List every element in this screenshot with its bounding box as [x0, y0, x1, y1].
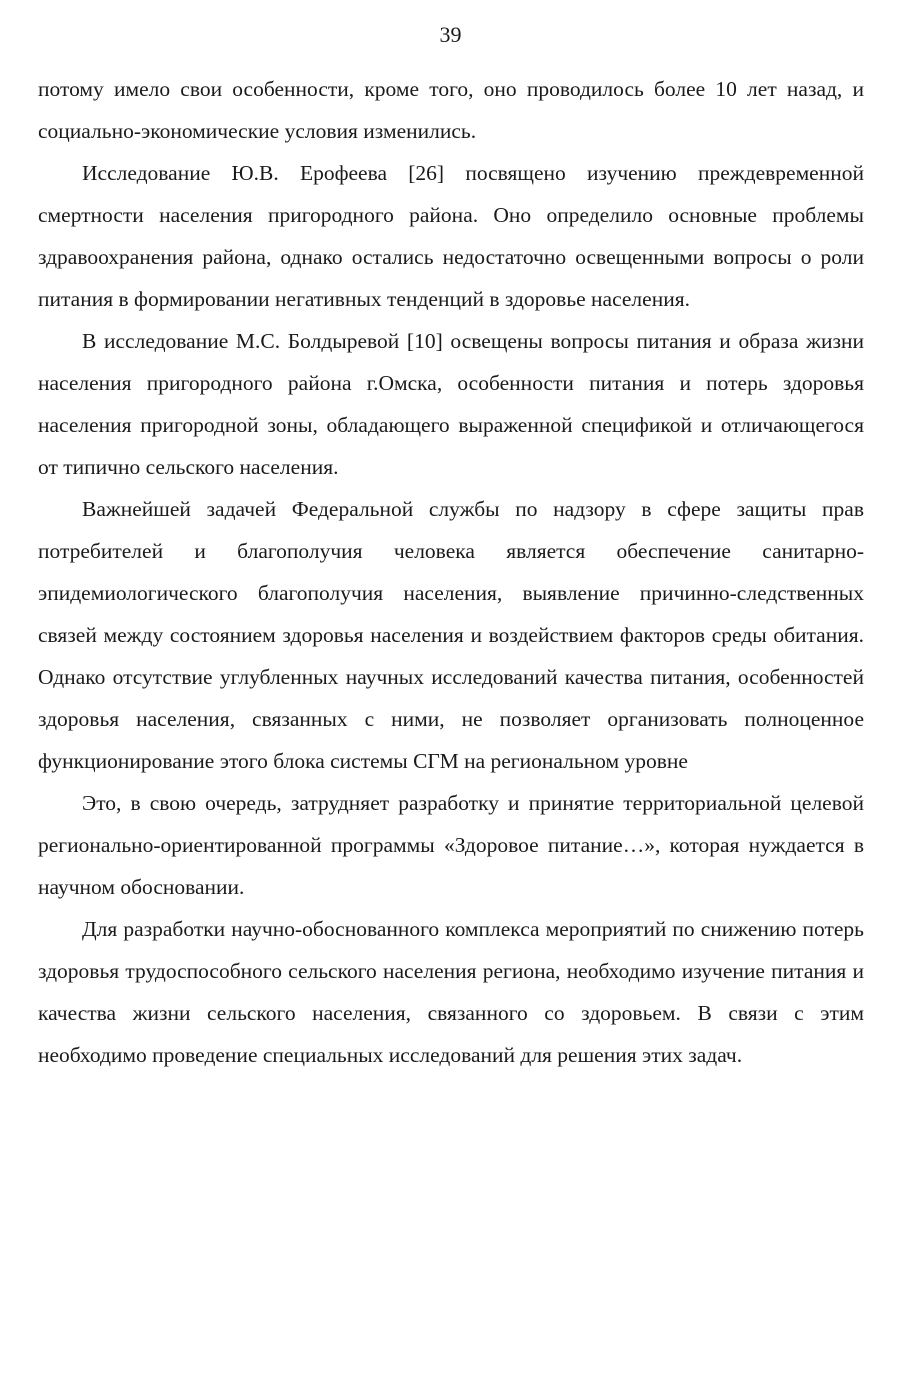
text-body — [38, 68, 864, 1076]
paragraph-continuation: потому имело свои особенности, кроме того, оно проводилось более 10 лет назад, и социально-экономические условия изменились. — [38, 77, 864, 143]
paragraph-measures-development: Для разработки научно-обоснованного комплекса мероприятий по снижению потерь здоровья трудоспособного сельского населения региона, необходимо изучение питания и качества жизни сельского населения, связанного со здоровьем. В связи с этим необходимо проведение специальных исследований для решения этих задач. — [38, 917, 864, 1067]
paragraph-erofeev-study: Исследование Ю.В. Ерофеева [26] посвящено изучению преждевременной смертности населения пригородного района. Оно определило основные проблемы здравоохранения района, однако остались недостаточно освещенными вопросы о роли питания в формировании негативных тенденций в здоровье населения. — [38, 161, 864, 311]
page-number: 39 — [439, 22, 462, 47]
paragraph-federal-service-task: Важнейшей задачей Федеральной службы по надзору в сфере защиты прав потребителей и благополучия человека является обеспечение санитарно-эпидемиологического благополучия населения, выявление причинно-следственных связей между состоянием здоровья населения и воздействием факторов среды обитания. Однако отсутствие углубленных научных исследований качества питания, особенностей здоровья населения, связанных с ними, не позволяет организовать полноценное функционирование этого блока системы СГМ на региональном уровне — [38, 497, 864, 773]
paragraph-boldyreva-study: В исследование М.С. Болдыревой [10] освещены вопросы питания и образа жизни населения пригородного района г.Омска, особенности питания и потерь здоровья населения пригородной зоны, обладающего выраженной спецификой и отличающегося от типично сельского населения. — [38, 329, 864, 479]
paragraph-regional-program: Это, в свою очередь, затрудняет разработку и принятие территориальной целевой регионально-ориентированной программы «Здоровое питание…», которая нуждается в научном обосновании. — [38, 791, 864, 899]
